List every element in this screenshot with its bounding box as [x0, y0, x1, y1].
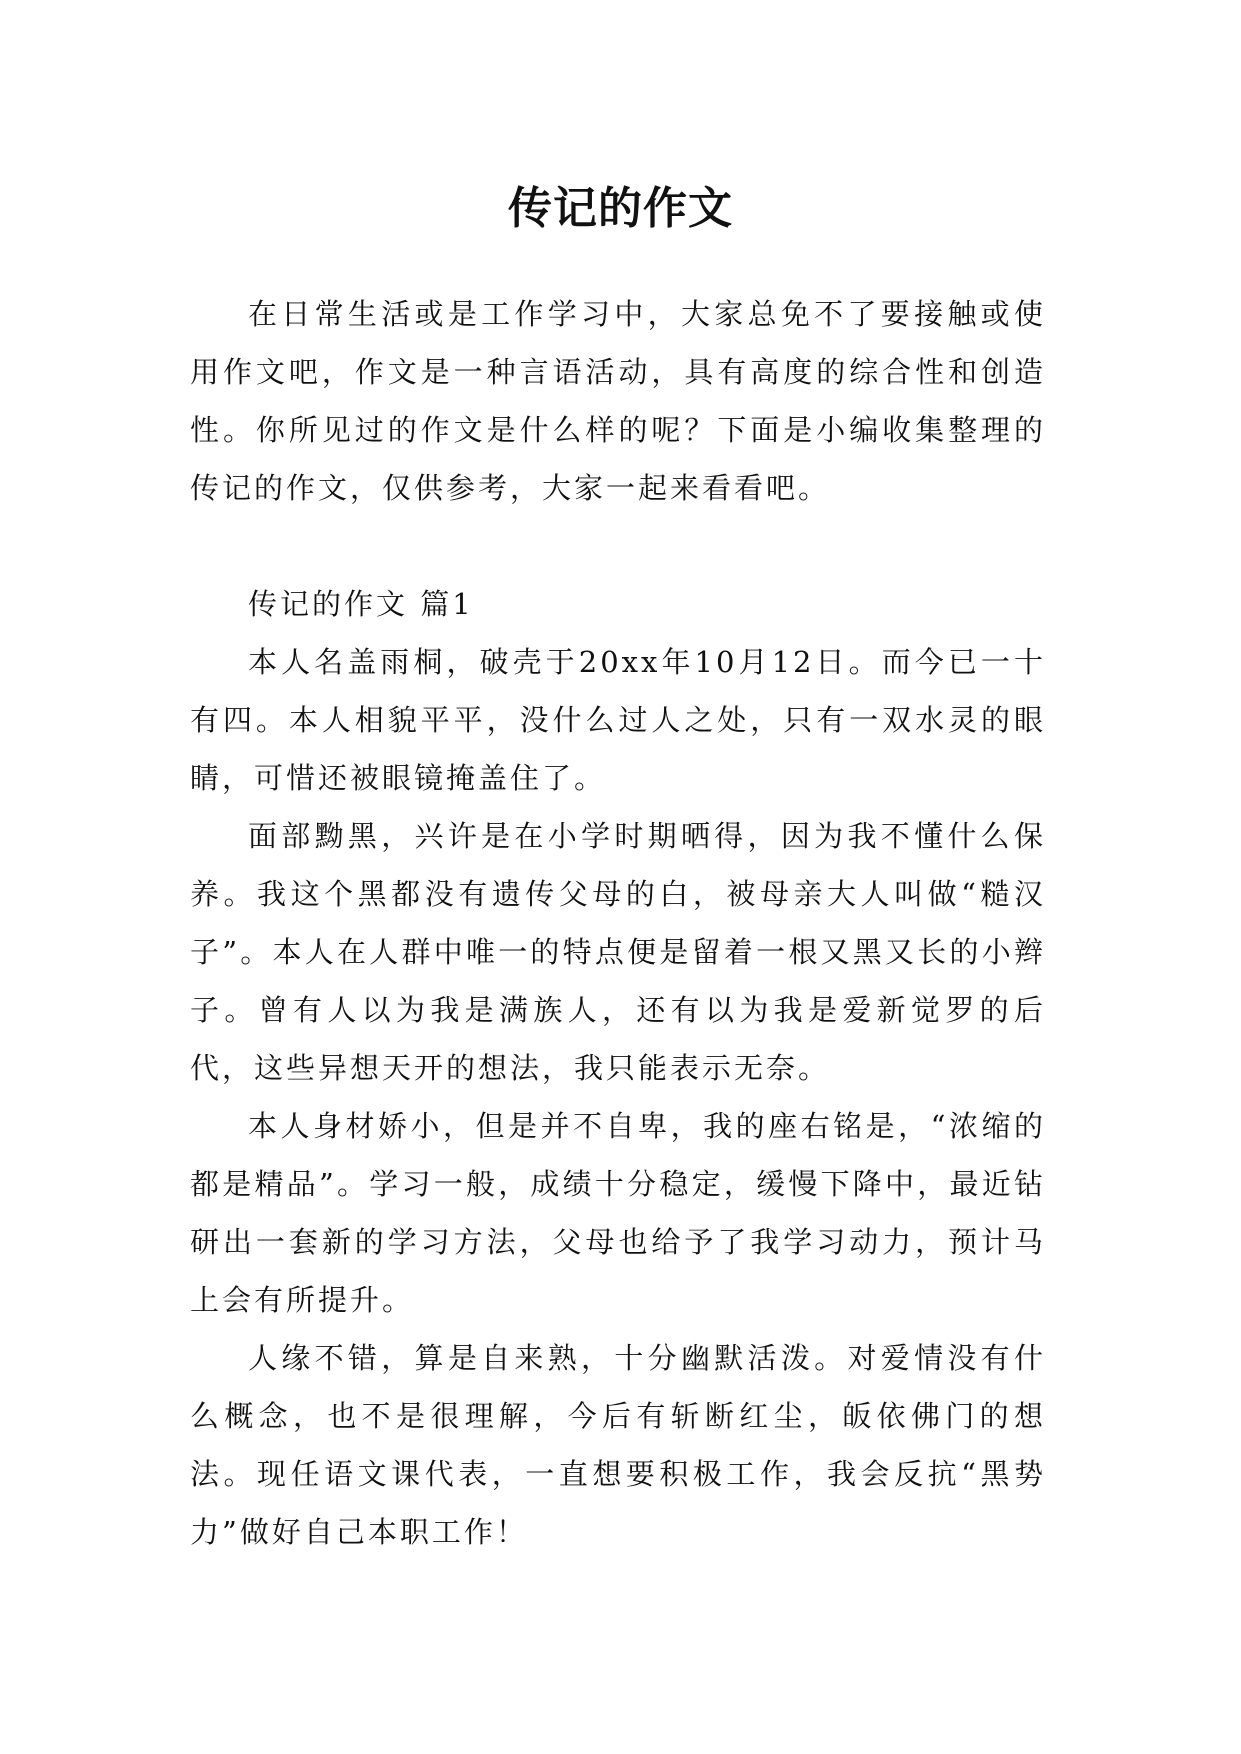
body-paragraph: 本人名盖雨桐，破壳于20xx年10月12日。而今已一十有四。本人相貌平平，没什么过人之处，只有一双水灵的眼睛，可惜还被眼镜掩盖住了。	[190, 645, 1046, 795]
section-heading: 传记的作文 篇1	[248, 587, 474, 621]
intro-paragraph: 在日常生活或是工作学习中，大家总免不了要接触或使用作文吧，作文是一种言语活动，具有高度的综合性和创造性。你所见过的作文是什么样的呢？下面是小编收集整理的传记的作文，仅供参考，大家一起来看看吧。	[190, 297, 1046, 505]
body-paragraph: 面部黝黑，兴许是在小学时期晒得，因为我不懂什么保养。我这个黑都没有遗传父母的白，被母亲大人叫做“糙汉子”。本人在人群中唯一的特点便是留着一根又黑又长的小辫子。曾有人以为我是满族人，还有以为我是爱新觉罗的后代，这些异想天开的想法，我只能表示无奈。	[190, 819, 1046, 1085]
body-paragraph: 本人身材娇小，但是并不自卑，我的座右铭是，“浓缩的都是精品”。学习一般，成绩十分稳定，缓慢下降中，最近钻研出一套新的学习方法，父母也给予了我学习动力，预计马上会有所提升。	[190, 1109, 1046, 1317]
body-paragraph: 人缘不错，算是自来熟，十分幽默活泼。对爱情没有什么概念，也不是很理解，今后有斩断红尘，皈依佛门的想法。现任语文课代表，一直想要积极工作，我会反抗“黑势力”做好自己本职工作！	[190, 1341, 1046, 1549]
document-title: 传记的作文	[508, 183, 733, 235]
document-body	[190, 285, 1046, 1561]
